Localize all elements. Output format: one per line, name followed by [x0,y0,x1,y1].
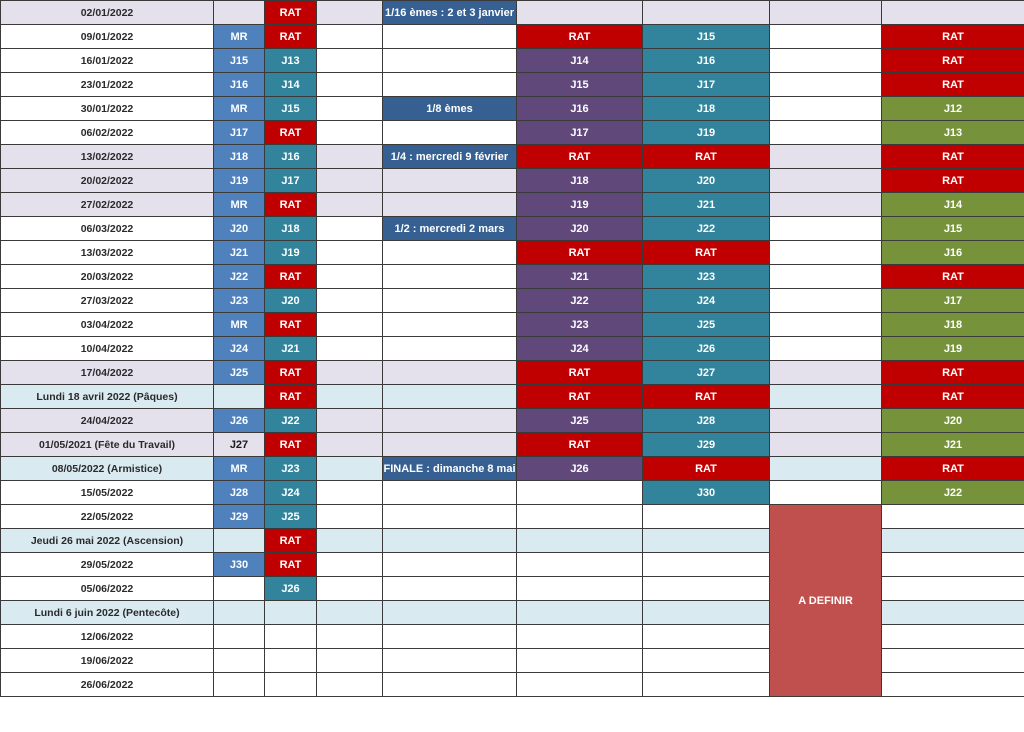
cell-col4 [317,577,383,601]
cup-round-cell [383,73,517,97]
cell-col7: J24 [643,289,770,313]
cell-col2 [214,601,265,625]
cell-col3: J26 [265,577,317,601]
cup-round-cell [383,121,517,145]
cell-col8 [770,1,882,25]
date-cell: 17/04/2022 [1,361,214,385]
table-row [1,217,1024,241]
cell-col9: J17 [882,289,1024,313]
cell-col7 [643,601,770,625]
cell-col8 [770,457,882,481]
cell-col4 [317,361,383,385]
table-row [1,25,1024,49]
date-cell: 15/05/2022 [1,481,214,505]
table-row [1,337,1024,361]
cell-col4 [317,241,383,265]
a-definir-cell: A DEFINIR [770,505,882,697]
date-cell: Lundi 18 avril 2022 (Pâques) [1,385,214,409]
cell-col6: J17 [517,121,643,145]
cup-round-cell [383,289,517,313]
cell-col4 [317,193,383,217]
cell-col2 [214,385,265,409]
cell-col6: J24 [517,337,643,361]
date-cell: 08/05/2022 (Armistice) [1,457,214,481]
date-cell: 03/04/2022 [1,313,214,337]
cell-col4 [317,265,383,289]
cell-col9: J22 [882,481,1024,505]
cup-round-cell: 1/16 èmes : 2 et 3 janvier [383,1,517,25]
cell-col6 [517,673,643,697]
cell-col6: J14 [517,49,643,73]
cell-col2: J28 [214,481,265,505]
date-cell: 20/03/2022 [1,265,214,289]
cell-col4 [317,385,383,409]
cell-col7: J27 [643,361,770,385]
cell-col4 [317,25,383,49]
cell-col7: RAT [643,145,770,169]
table-row [1,97,1024,121]
cell-col3: RAT [265,265,317,289]
cell-col6: J19 [517,193,643,217]
cell-col7 [643,625,770,649]
cell-col7: J18 [643,97,770,121]
cell-col9 [882,1,1024,25]
cell-col2: J30 [214,553,265,577]
cup-round-cell [383,625,517,649]
cell-col3: J13 [265,49,317,73]
cell-col2: J29 [214,505,265,529]
cell-col4 [317,313,383,337]
cell-col2: J20 [214,217,265,241]
cell-col4 [317,97,383,121]
cell-col2 [214,649,265,673]
table-row [1,361,1024,385]
cell-col2: J19 [214,169,265,193]
table-row [1,169,1024,193]
cell-col7: J23 [643,265,770,289]
cup-round-cell [383,529,517,553]
cell-col7 [643,577,770,601]
date-cell: 30/01/2022 [1,97,214,121]
date-cell: 23/01/2022 [1,73,214,97]
cell-col7 [643,649,770,673]
cell-col8 [770,169,882,193]
cell-col4 [317,457,383,481]
cup-round-cell [383,313,517,337]
cell-col6 [517,1,643,25]
date-cell: 06/03/2022 [1,217,214,241]
cell-col7: J21 [643,193,770,217]
cell-col4 [317,505,383,529]
cell-col4 [317,217,383,241]
cell-col3: J24 [265,481,317,505]
table-row [1,313,1024,337]
cell-col2: J15 [214,49,265,73]
cell-col8 [770,361,882,385]
cell-col9 [882,601,1024,625]
cup-round-cell [383,433,517,457]
cell-col6: RAT [517,25,643,49]
cell-col9: J15 [882,217,1024,241]
cell-col4 [317,625,383,649]
cell-col3: RAT [265,529,317,553]
cell-col3: RAT [265,433,317,457]
cell-col4 [317,433,383,457]
cell-col6 [517,553,643,577]
cell-col6 [517,481,643,505]
cell-col3: J16 [265,145,317,169]
cell-col2: J17 [214,121,265,145]
cup-round-cell [383,505,517,529]
cup-round-cell [383,265,517,289]
cell-col6: J20 [517,217,643,241]
cell-col2: J25 [214,361,265,385]
cell-col8 [770,25,882,49]
cell-col3: RAT [265,313,317,337]
cell-col7: J25 [643,313,770,337]
cell-col6: RAT [517,241,643,265]
cell-col7: J20 [643,169,770,193]
cell-col2: J22 [214,265,265,289]
cell-col4 [317,529,383,553]
cell-col9 [882,577,1024,601]
cell-col3: J20 [265,289,317,313]
cell-col3: J25 [265,505,317,529]
table-row [1,481,1024,505]
cell-col9: J19 [882,337,1024,361]
cell-col2: J26 [214,409,265,433]
date-cell: 20/02/2022 [1,169,214,193]
cup-round-cell [383,49,517,73]
cell-col2 [214,625,265,649]
cell-col3: RAT [265,193,317,217]
cell-col6: J21 [517,265,643,289]
cell-col3: J19 [265,241,317,265]
table-row [1,145,1024,169]
cell-col3: J22 [265,409,317,433]
cell-col7: RAT [643,457,770,481]
cell-col9: RAT [882,73,1024,97]
cell-col4 [317,553,383,577]
cell-col8 [770,433,882,457]
cell-col9 [882,625,1024,649]
date-cell: 27/02/2022 [1,193,214,217]
cell-col3: J21 [265,337,317,361]
cup-round-cell [383,481,517,505]
cup-round-cell [383,409,517,433]
cell-col7 [643,529,770,553]
table-row [1,265,1024,289]
cup-round-cell: FINALE : dimanche 8 mai [383,457,517,481]
cell-col2 [214,1,265,25]
cell-col2: J27 [214,433,265,457]
cell-col4 [317,601,383,625]
table-row [1,49,1024,73]
table-row [1,241,1024,265]
cup-round-cell [383,193,517,217]
cell-col8 [770,193,882,217]
cell-col4 [317,73,383,97]
cell-col4 [317,49,383,73]
cell-col2 [214,577,265,601]
date-cell: 29/05/2022 [1,553,214,577]
cell-col6 [517,529,643,553]
cell-col3 [265,673,317,697]
date-cell: 26/06/2022 [1,673,214,697]
cell-col4 [317,1,383,25]
cell-col6 [517,577,643,601]
cup-round-cell [383,577,517,601]
table-row [1,505,1024,529]
date-cell: 09/01/2022 [1,25,214,49]
cell-col6: J23 [517,313,643,337]
cell-col3 [265,649,317,673]
date-cell: 02/01/2022 [1,1,214,25]
cell-col2: J21 [214,241,265,265]
date-cell: Lundi 6 juin 2022 (Pentecôte) [1,601,214,625]
cup-round-cell: 1/8 èmes [383,97,517,121]
cell-col6: RAT [517,145,643,169]
date-cell: 05/06/2022 [1,577,214,601]
cell-col7: J17 [643,73,770,97]
cell-col6: J25 [517,409,643,433]
cell-col2: J18 [214,145,265,169]
cell-col2: MR [214,97,265,121]
cell-col9: RAT [882,169,1024,193]
cell-col8 [770,385,882,409]
cell-col8 [770,289,882,313]
cup-round-cell [383,241,517,265]
cell-col9: J20 [882,409,1024,433]
cup-round-cell [383,553,517,577]
cell-col9: RAT [882,457,1024,481]
cell-col9: J12 [882,97,1024,121]
cell-col7: J26 [643,337,770,361]
table-row [1,289,1024,313]
cell-col7: J22 [643,217,770,241]
date-cell: 13/02/2022 [1,145,214,169]
cell-col3: RAT [265,25,317,49]
cell-col8 [770,121,882,145]
cell-col3: J17 [265,169,317,193]
date-cell: 16/01/2022 [1,49,214,73]
cell-col9: J21 [882,433,1024,457]
cup-round-cell [383,25,517,49]
cell-col4 [317,289,383,313]
cell-col9: RAT [882,145,1024,169]
cup-round-cell [383,337,517,361]
table-row [1,193,1024,217]
cell-col4 [317,337,383,361]
cell-col6 [517,649,643,673]
cell-col7: J28 [643,409,770,433]
cell-col8 [770,265,882,289]
table-row [1,409,1024,433]
cell-col8 [770,313,882,337]
cell-col2: MR [214,457,265,481]
cell-col8 [770,409,882,433]
cup-round-cell [383,385,517,409]
cell-col2: J24 [214,337,265,361]
cell-col9: RAT [882,385,1024,409]
table-row [1,385,1024,409]
cell-col8 [770,217,882,241]
date-cell: 22/05/2022 [1,505,214,529]
cell-col9: J18 [882,313,1024,337]
cell-col3 [265,625,317,649]
cell-col9 [882,529,1024,553]
cell-col4 [317,145,383,169]
cell-col8 [770,145,882,169]
table-row [1,433,1024,457]
cell-col6: J22 [517,289,643,313]
cell-col7: J29 [643,433,770,457]
cell-col9 [882,673,1024,697]
date-cell: 27/03/2022 [1,289,214,313]
date-cell: 13/03/2022 [1,241,214,265]
cell-col9 [882,649,1024,673]
cell-col8 [770,97,882,121]
date-cell: Jeudi 26 mai 2022 (Ascension) [1,529,214,553]
cell-col3: J23 [265,457,317,481]
cup-round-cell [383,361,517,385]
cell-col2 [214,529,265,553]
cell-col7: RAT [643,241,770,265]
table-row [1,1,1024,25]
cup-round-cell [383,649,517,673]
cell-col6: J26 [517,457,643,481]
cup-round-cell: 1/2 : mercredi 2 mars [383,217,517,241]
cell-col3 [265,601,317,625]
cup-round-cell [383,601,517,625]
table-row [1,121,1024,145]
cell-col2: MR [214,25,265,49]
cell-col9: J13 [882,121,1024,145]
cell-col2: MR [214,193,265,217]
cell-col7: J30 [643,481,770,505]
cell-col6 [517,601,643,625]
table-row [1,73,1024,97]
cell-col4 [317,481,383,505]
cell-col6: RAT [517,385,643,409]
date-cell: 24/04/2022 [1,409,214,433]
date-cell: 06/02/2022 [1,121,214,145]
cell-col7: RAT [643,385,770,409]
cell-col9: RAT [882,265,1024,289]
cup-round-cell [383,673,517,697]
cell-col9: RAT [882,49,1024,73]
cell-col8 [770,49,882,73]
cell-col9 [882,553,1024,577]
date-cell: 19/06/2022 [1,649,214,673]
cell-col2: J23 [214,289,265,313]
cell-col3: RAT [265,385,317,409]
cell-col8 [770,73,882,97]
cell-col4 [317,649,383,673]
cell-col2: J16 [214,73,265,97]
cell-col4 [317,673,383,697]
date-cell: 10/04/2022 [1,337,214,361]
cell-col6: J18 [517,169,643,193]
cell-col3: RAT [265,121,317,145]
cell-col7 [643,553,770,577]
cell-col3: RAT [265,553,317,577]
date-cell: 12/06/2022 [1,625,214,649]
cell-col7 [643,673,770,697]
cell-col4 [317,121,383,145]
cell-col8 [770,337,882,361]
cell-col3: J14 [265,73,317,97]
cell-col3: RAT [265,1,317,25]
cell-col6: RAT [517,361,643,385]
cup-round-cell [383,169,517,193]
table-row [1,457,1024,481]
cell-col6: RAT [517,433,643,457]
cell-col8 [770,241,882,265]
cell-col6: J16 [517,97,643,121]
cell-col3: J18 [265,217,317,241]
cell-col2: MR [214,313,265,337]
cell-col8 [770,481,882,505]
cell-col7 [643,1,770,25]
cell-col7: J16 [643,49,770,73]
cell-col7: J19 [643,121,770,145]
cell-col7: J15 [643,25,770,49]
cell-col6: J15 [517,73,643,97]
cell-col3: J15 [265,97,317,121]
cup-round-cell: 1/4 : mercredi 9 février [383,145,517,169]
cell-col9: RAT [882,25,1024,49]
cell-col9 [882,505,1024,529]
cell-col9: J14 [882,193,1024,217]
cell-col4 [317,169,383,193]
cell-col4 [317,409,383,433]
cell-col9: J16 [882,241,1024,265]
cell-col9: RAT [882,361,1024,385]
cell-col2 [214,673,265,697]
cell-col6 [517,505,643,529]
date-cell: 01/05/2021 (Fête du Travail) [1,433,214,457]
cell-col6 [517,625,643,649]
cell-col7 [643,505,770,529]
cell-col3: RAT [265,361,317,385]
